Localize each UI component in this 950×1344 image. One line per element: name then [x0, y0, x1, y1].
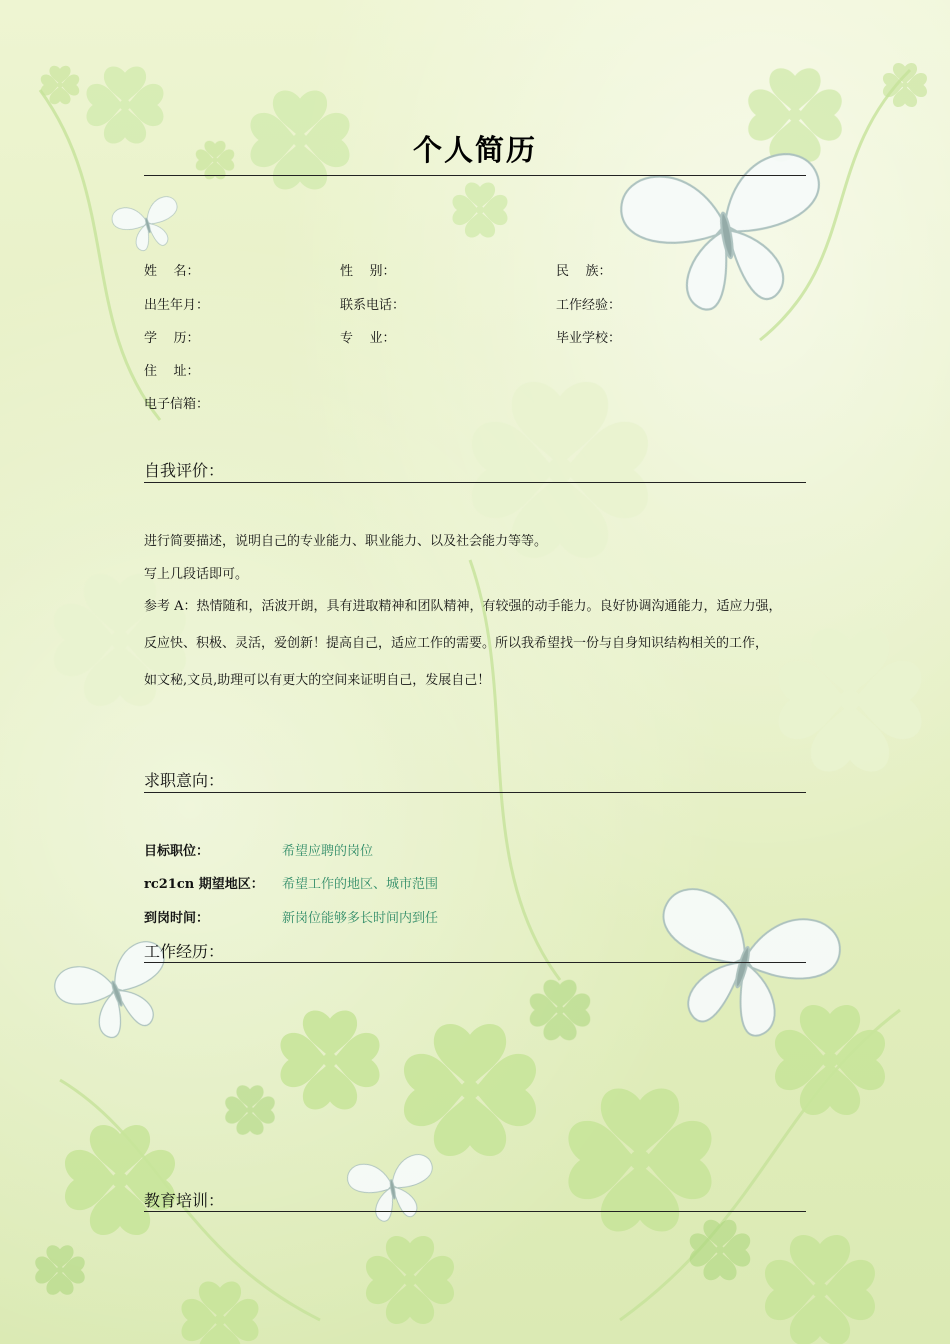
education-training-divider	[144, 1211, 806, 1212]
self-evaluation-line: 参考 A：热情随和，活波开朗，具有进取精神和团队精神，有较强的动手能力。良好协调沟通能力，适应力强，	[144, 599, 782, 614]
self-evaluation-line: 写上几段话即可。	[144, 567, 249, 582]
gender-label: 性 别：	[340, 264, 396, 279]
education-label: 学 历：	[144, 331, 200, 346]
resume-title: 个人简历	[412, 133, 537, 167]
self-evaluation-divider	[144, 482, 806, 483]
job-intention-heading: 求职意向：	[144, 771, 225, 790]
target-position-label: 目标职位：	[144, 844, 210, 859]
address-label: 住 址：	[144, 364, 200, 379]
self-evaluation-line: 进行简要描述，说明自己的专业能力、职业能力、以及社会能力等等。	[144, 534, 548, 549]
school-label: 毕业学校：	[556, 331, 622, 346]
self-evaluation-line: 反应快、积极、灵活，爱创新！提高自己，适应工作的需要。所以我希望找一份与自身知识结构相关的工作，	[144, 636, 769, 651]
experience-label: 工作经验：	[556, 298, 622, 313]
title-divider	[144, 175, 806, 176]
self-evaluation-line: 如文秘,文员,助理可以有更大的空间来证明自己，发展自己！	[144, 673, 491, 688]
target-position-value: 希望应聘的岗位	[282, 844, 374, 859]
phone-label: 联系电话：	[340, 298, 406, 313]
job-intention-divider	[144, 792, 806, 793]
expected-region-label: rc21cn 期望地区：	[144, 877, 264, 892]
start-time-label: 到岗时间：	[144, 911, 210, 926]
birth-label: 出生年月：	[144, 298, 210, 313]
expected-region-value: 希望工作的地区、城市范围	[282, 877, 439, 892]
major-label: 专 业：	[340, 331, 396, 346]
name-label: 姓 名：	[144, 264, 200, 279]
self-evaluation-heading: 自我评价：	[144, 461, 225, 480]
start-time-value: 新岗位能够多长时间内到任	[282, 911, 439, 926]
education-training-heading: 教育培训：	[144, 1191, 225, 1210]
work-experience-divider	[144, 962, 806, 963]
work-experience-heading: 工作经历：	[144, 942, 225, 961]
email-label: 电子信箱：	[144, 397, 210, 412]
ethnicity-label: 民 族：	[556, 264, 612, 279]
